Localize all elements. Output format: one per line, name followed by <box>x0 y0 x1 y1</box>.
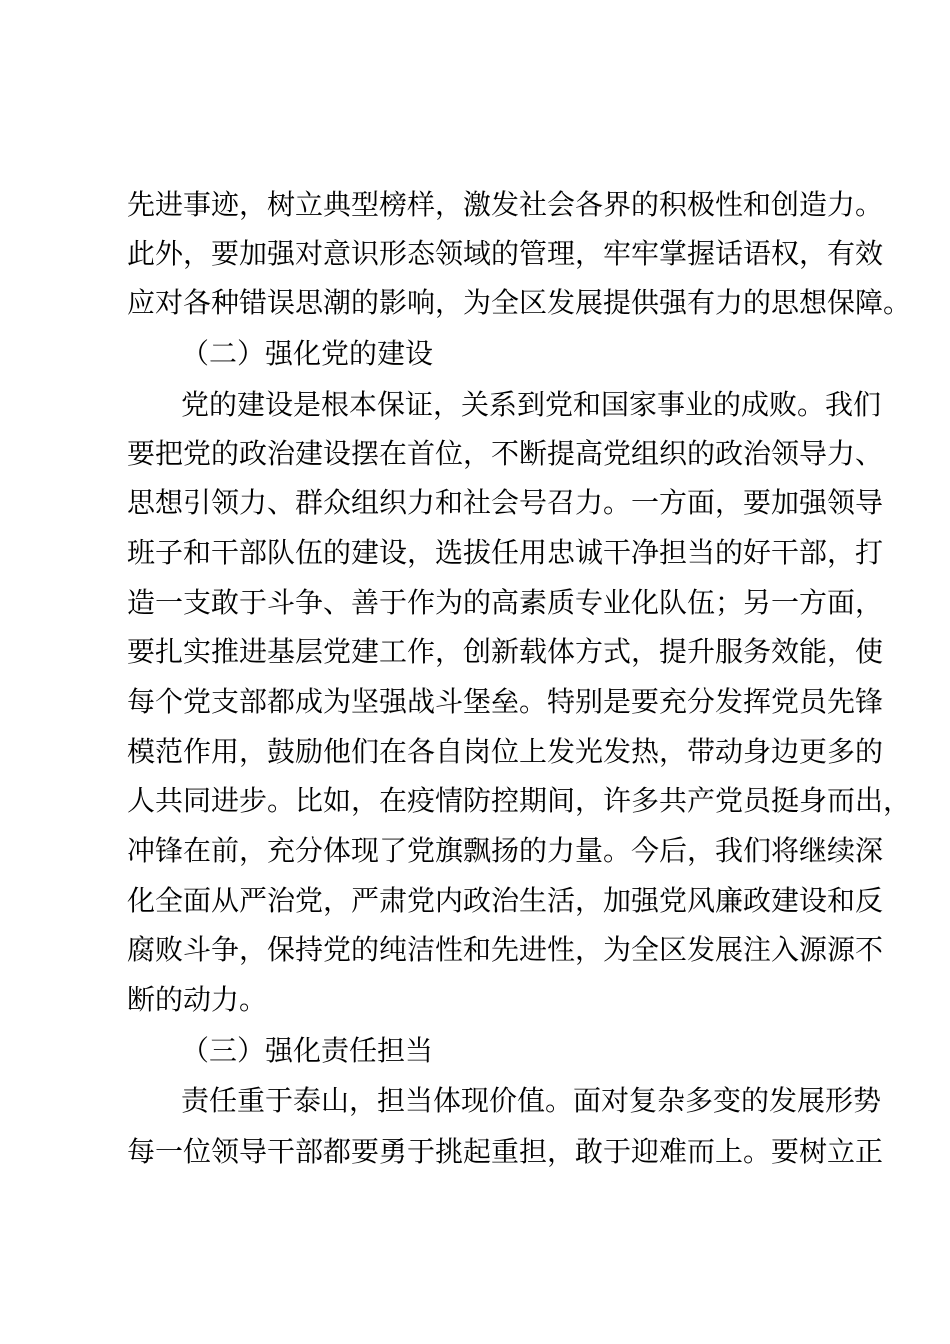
body-text-line: 此外，要加强对意识形态领域的管理，牢牢掌握话语权，有效 <box>127 237 884 270</box>
body-text-line: 应对各种错误思潮的影响，为全区发展提供强有力的思想保障。 <box>127 286 912 319</box>
section-heading-2: （二）强化党的建设 <box>181 337 434 370</box>
body-text-line: 冲锋在前，充分体现了党旗飘扬的力量。今后，我们将继续深 <box>127 834 884 867</box>
body-text-line: 化全面从严治党，严肃党内政治生活，加强党风廉政建设和反 <box>127 884 884 917</box>
paragraph-first-line: 责任重于泰山，担当体现价值。面对复杂多变的发展形势 <box>181 1084 882 1117</box>
body-text-line: 要扎实推进基层党建工作，创新载体方式，提升服务效能，使 <box>127 635 884 668</box>
body-text-line: 思想引领力、群众组织力和社会号召力。一方面，要加强领导 <box>127 486 884 519</box>
body-text-line: 先进事迹，树立典型榜样，激发社会各界的积极性和创造力。 <box>127 188 884 221</box>
body-text-line: 模范作用，鼓励他们在各自岗位上发光发热，带动身边更多的 <box>127 735 884 768</box>
paragraph-first-line: 党的建设是根本保证，关系到党和国家事业的成败。我们 <box>181 388 882 421</box>
body-text-line: 人共同进步。比如，在疫情防控期间，许多共产党员挺身而出， <box>127 784 912 817</box>
body-text-line: 每个党支部都成为坚强战斗堡垒。特别是要充分发挥党员先锋 <box>127 685 884 718</box>
body-text-line: 班子和干部队伍的建设，选拔任用忠诚干净担当的好干部，打 <box>127 536 884 569</box>
body-text-line: 造一支敢于斗争、善于作为的高素质专业化队伍；另一方面， <box>127 586 884 619</box>
body-text-line: 断的动力。 <box>127 983 268 1016</box>
body-text-line: 腐败斗争，保持党的纯洁性和先进性，为全区发展注入源源不 <box>127 933 884 966</box>
body-text-line: 每一位领导干部都要勇于挑起重担，敢于迎难而上。要树立正 <box>127 1135 884 1168</box>
body-text-line: 要把党的政治建设摆在首位，不断提高党组织的政治领导力、 <box>127 437 884 470</box>
section-heading-3: （三）强化责任担当 <box>181 1034 434 1067</box>
